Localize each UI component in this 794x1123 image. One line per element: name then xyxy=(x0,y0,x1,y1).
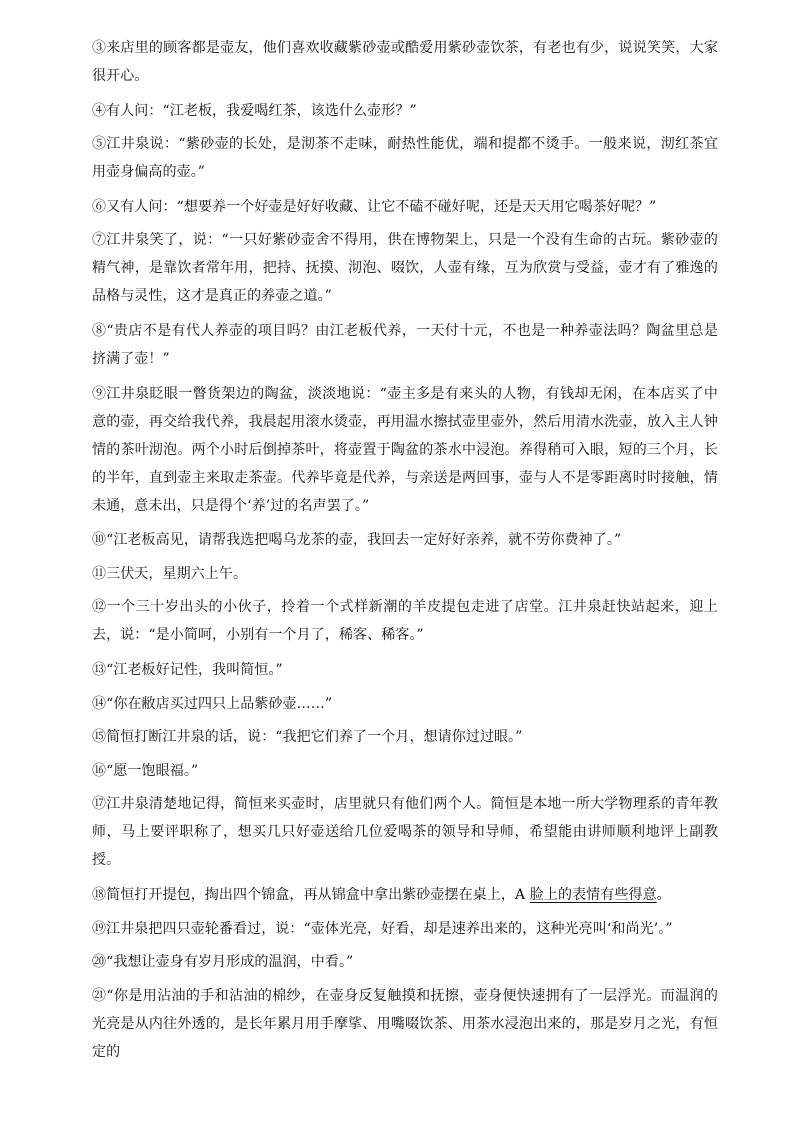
paragraph-15: ⑮简恒打断江井泉的话，说：“我把它们养了一个月，想请你过过眼。” xyxy=(92,729,523,746)
paragraph-11: ⑪三伏天，星期六上午。 xyxy=(92,565,248,582)
underlined-phrase-a: 脸上的表情有些得意 xyxy=(529,886,657,903)
paragraph-17: ⑰江井泉清楚地记得，简恒来买壶时，店里就只有他们两个人。简恒是本地一所大学物理系的青年教师，马上要评职称了，想买几只好壶送给几位爱喝茶的领导和导师，希望能由讲师顺利地评上副教授。 xyxy=(92,796,718,869)
paragraph-21: ㉑“你是用沾油的手和沾油的棉纱，在壶身反复触摸和抚擦，壶身便快速拥有了一层浮光。而温润的光亮是从内往外透的，是长年累月用手摩挲、用嘴啜饮茶、用茶水浸泡出来的，那是岁月之光，有恒定的 xyxy=(92,987,718,1060)
story-text xyxy=(92,34,718,1072)
paragraph-16: ⑯“愿一饱眼福。” xyxy=(92,762,199,779)
paragraph-5: ⑤江井泉说：“紫砂壶的长处，是沏茶不走味，耐热性能优，端和提都不烫手。一般来说，沏红茶宜用壶身偏高的壶。” xyxy=(92,136,718,181)
paragraph-10: ⑩“江老板高见，请帮我选把喝乌龙茶的壶，我回去一定好好亲养，就不劳你费神了。” xyxy=(92,532,622,549)
paragraph-12: ⑫一个三十岁出头的小伙子，拎着一个式样新潮的羊皮提包走进了店堂。江井泉赶快站起来，迎上去，说：“是小简呵，小别有一个月了，稀客、稀客。” xyxy=(92,599,718,644)
paragraph-8: ⑧“贵店不是有代人养壶的项目吗？由江老板代养，一天付十元，不也是一种养壶法吗？陶盆里总是挤满了壶！” xyxy=(92,322,718,367)
paragraph-13: ⑬“江老板好记性，我叫简恒。” xyxy=(92,661,283,678)
paragraph-6: ⑥又有人问：“想要养一个好壶是好好收藏、让它不磕不碰好呢，还是天天用它喝茶好呢？” xyxy=(92,198,657,215)
paragraph-7: ⑦江井泉笑了，说：“一只好紫砂壶舍不得用，供在博物架上，只是一个没有生命的古玩。紫砂壶的精气神，是靠饮者常年用，把持、抚摸、沏泡、啜饮，人壶有缘，互为欣赏与受益，壶才有了雅逸的品格与灵性，这才是真正的养壶之道。” xyxy=(92,232,718,305)
paragraph-20: ⑳“我想让壶身有岁月形成的温润，中看。” xyxy=(92,954,354,971)
paragraph-18 xyxy=(92,881,718,909)
paragraph-14: ⑭“你在敝店买过四只上品紫砂壶……” xyxy=(92,695,333,712)
paragraph-3: ③来店里的顾客都是壶友，他们喜欢收藏紫砂壶或酷爱用紫砂壶饮茶，有老也有少，说说笑笑，大家很开心。 xyxy=(92,40,718,84)
paragraph-18-text: ⑱简恒打开提包，掏出四个锦盒，再从锦盒中拿出紫砂壶摆在桌上，A xyxy=(92,886,530,903)
paragraph-9: ⑨江井泉眨眼一瞥货架边的陶盆，淡淡地说：“壶主多是有来头的人物，有钱却无闲，在本店买了中意的壶，再交给我代养，我晨起用滚水烫壶，再用温水擦拭壶里壶外，然后用清水洗壶，放入主人钟情的茶叶沏泡。两个小时后倒掉茶叶，将壶置于陶盆的茶水中浸泡。养得稍可入眼，短的三个月，长的半年，直到壶主来取走茶壶。代养毕竟是代养，与亲送是两回事，壶与人不是零距离时时接触，情未通，意未出，只是得个‘养’过的名声罢了。” xyxy=(92,385,718,514)
paragraph-19: ⑲江井泉把四只壶轮番看过，说：“壶体光亮，好看，却是速养出来的，这种光亮叫‘和尚光’。” xyxy=(92,920,673,937)
paragraph-4: ④有人问：“江老板，我爱喝红茶，该选什么壶形？” xyxy=(92,102,417,119)
paragraph-18-end: 。 xyxy=(656,886,671,903)
